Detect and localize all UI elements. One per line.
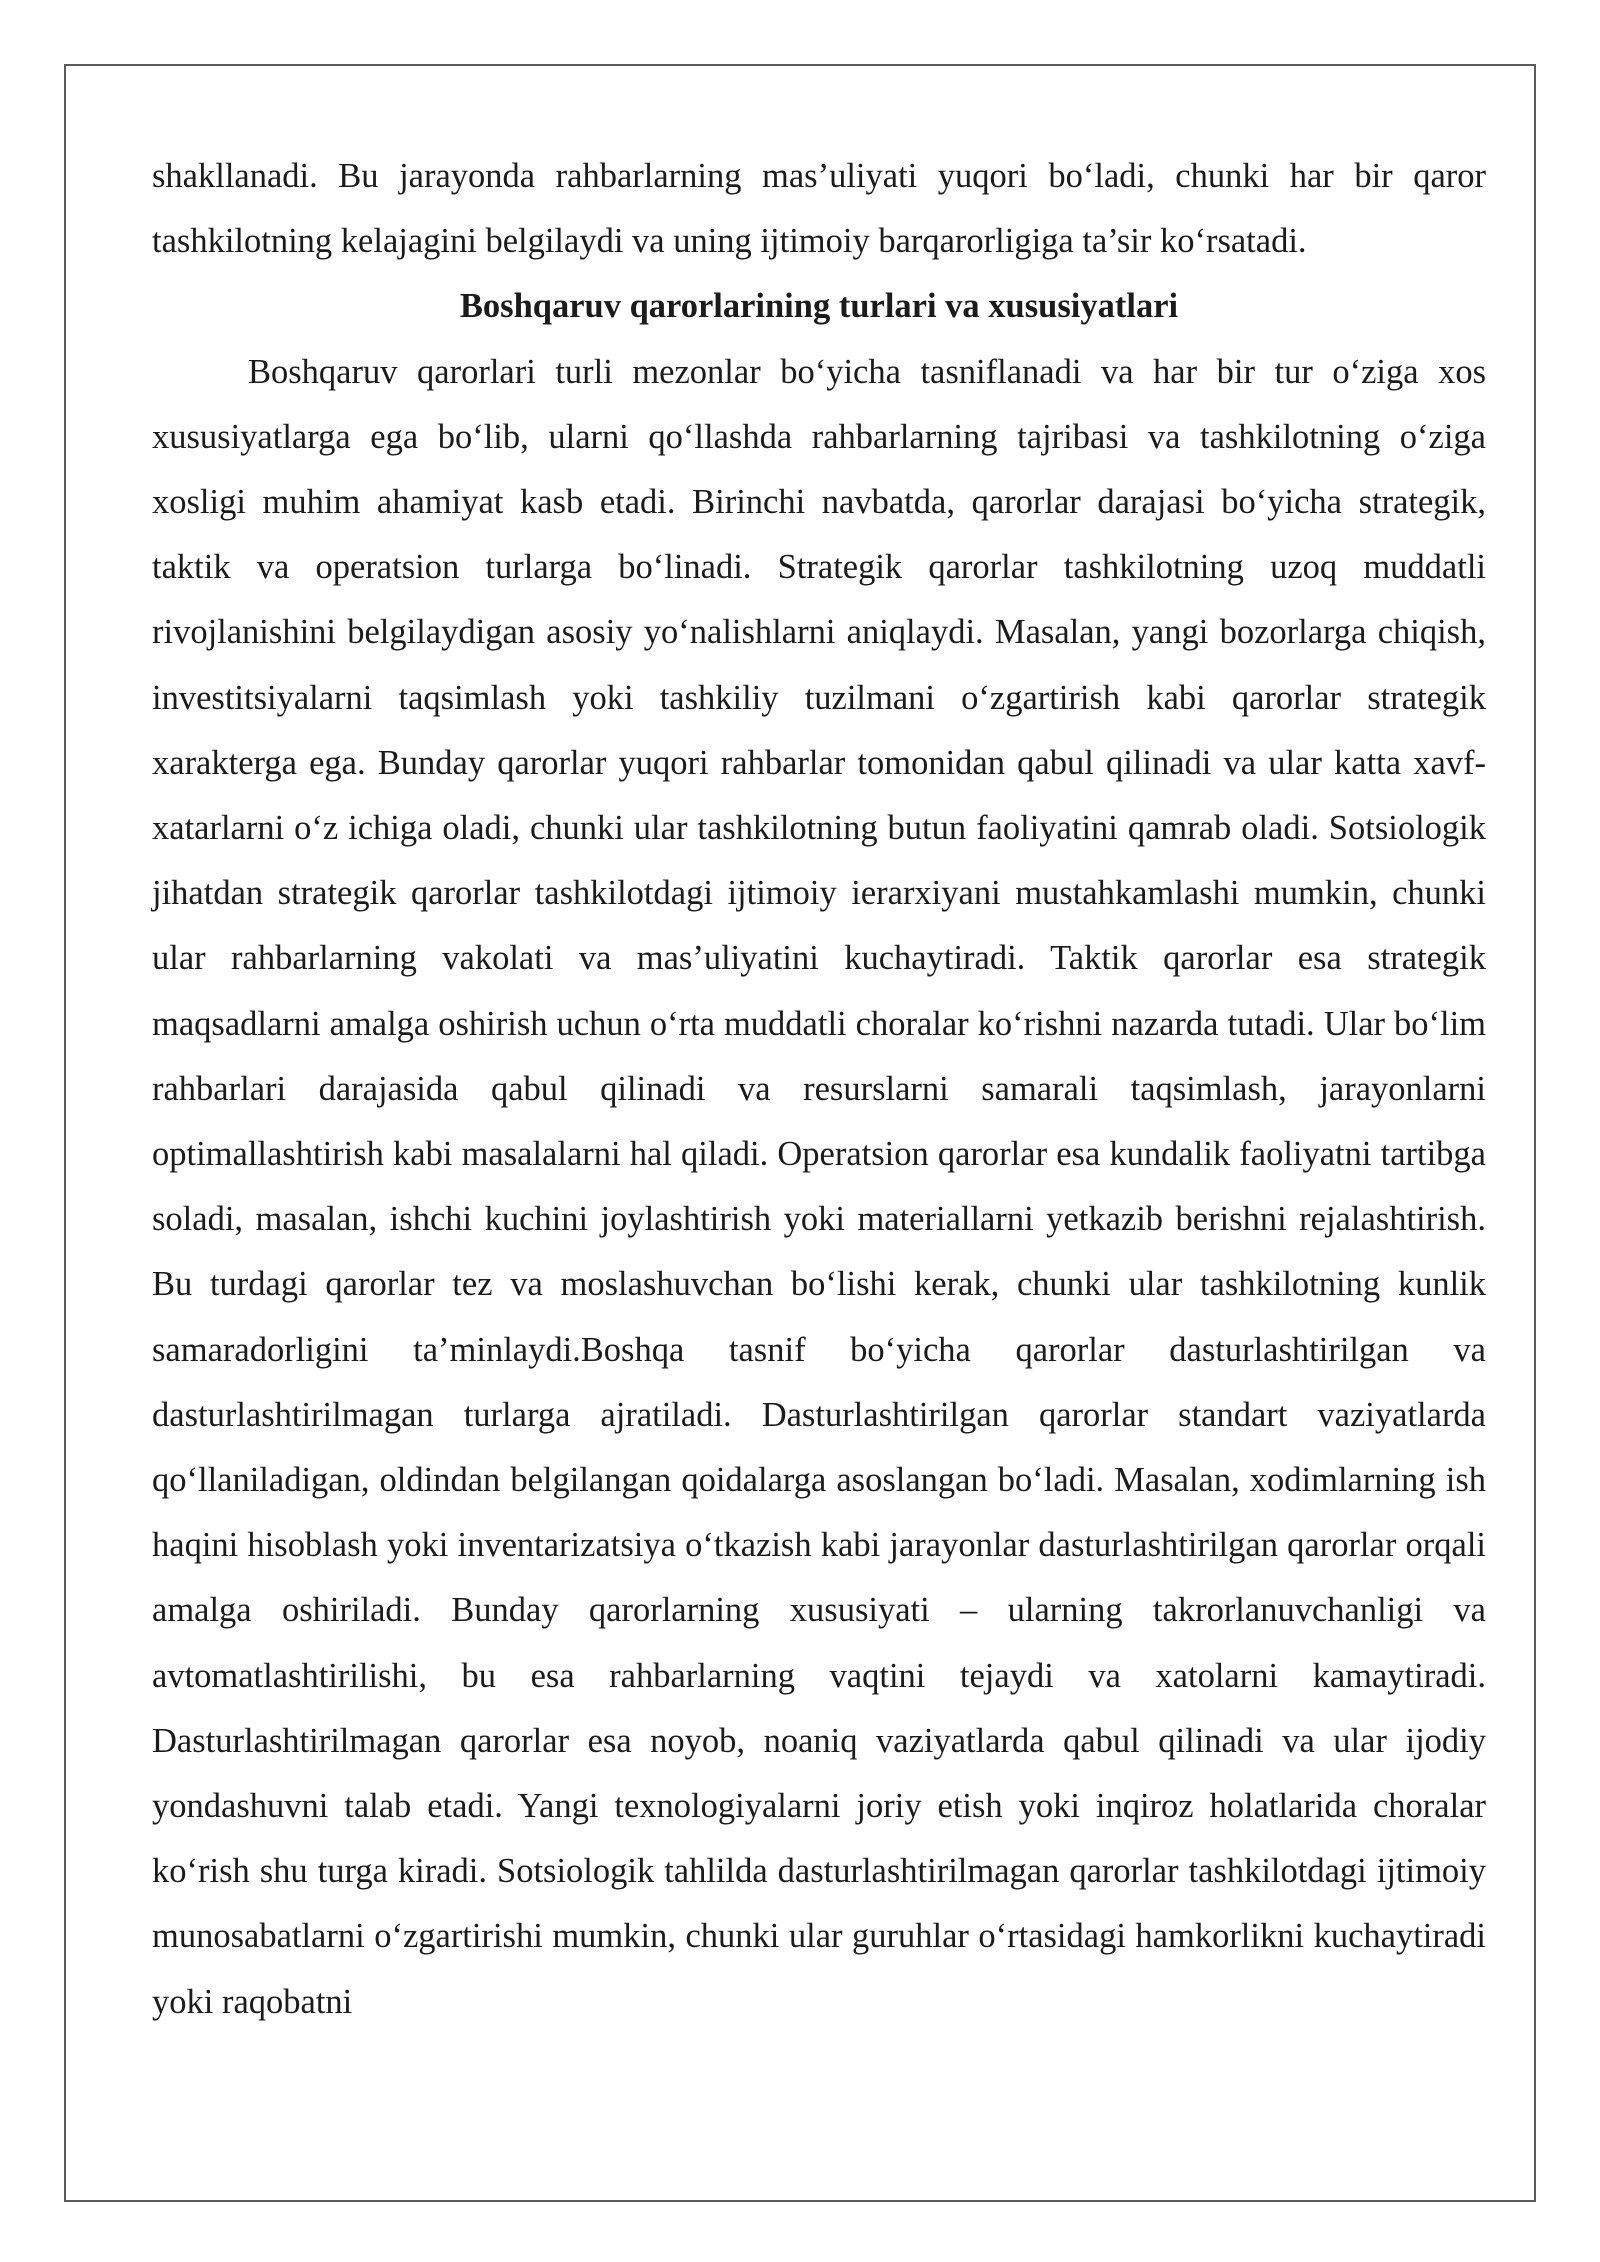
body-paragraph: Boshqaruv qarorlari turli mezonlar bo‘yicha tasniflanadi va har bir tur o‘ziga xos xususiyatlarga ega bo‘lib, ularni qo‘llashda rahbarlarning tajribasi va tashkilotning o‘ziga xosligi muhim ahamiyat kasb etadi. Birinchi navbatda, qarorlar darajasi bo‘yicha strategik, taktik va operatsion turlarga bo‘linadi. Strategik qarorlar tashkilotning uzoq muddatli rivojlanishini belgilaydigan asosiy yo‘nalishlarni aniqlaydi. Masalan, yangi bozorlarga chiqish, investitsiyalarni taqsimlash yoki tashkiliy tuzilmani o‘zgartirish kabi qarorlar strategik xarakterga ega. Bunday qarorlar yuqori rahbarlar tomonidan qabul qilinadi va ular katta xavf-xatarlarni o‘z ichiga oladi, chunki ular tashkilotning butun faoliyatini qamrab oladi. Sotsiologik jihatdan strategik qarorlar tashkilotdagi ijtimoiy ierarxiyani mustahkamlashi mumkin, chunki ular rahbarlarning vakolati va mas’uliyatini kuchaytiradi. Taktik qarorlar esa strategik maqsadlarni amalga oshirish uchun o‘rta muddatli choralar ko‘rishni nazarda tutadi. Ular bo‘lim rahbarlari darajasida qabul qilinadi va resurslarni samarali taqsimlash, jarayonlarni optimallashtirish kabi masalalarni hal qiladi. Operatsion qarorlar esa kundalik faoliyatni tartibga soladi, masalan, ishchi kuchini joylashtirish yoki materiallarni yetkazib berishni rejalashtirish. Bu turdagi qarorlar tez va moslashuvchan bo‘lishi kerak, chunki ular tashkilotning kunlik samaradorligini ta’minlaydi.Boshqa tasnif bo‘yicha qarorlar dasturlashtirilgan va dasturlashtirilmagan turlarga ajratiladi. Dasturlashtirilgan qarorlar standart vaziyatlarda qo‘llaniladigan, oldindan belgilangan qoidalarga asoslangan bo‘ladi. Masalan, xodimlarning ish haqini hisoblash yoki inventarizatsiya o‘tkazish kabi jarayonlar dasturlashtirilgan qarorlar orqali amalga oshiriladi. Bunday qarorlarning xususiyati – ularning takrorlanuvchanligi va avtomatlashtirilishi, bu esa rahbarlarning vaqtini tejaydi va xatolarni kamaytiradi. Dasturlashtirilmagan qarorlar esa noyob, noaniq vaziyatlarda qabul qilinadi va ular ijodiy yondashuvni talab etadi. Yangi texnologiyalarni joriy etish yoki inqiroz holatlarida choralar ko‘rish shu turga kiradi. Sotsiologik tahlilda dasturlashtirilmagan qarorlar tashkilotdagi ijtimoiy munosabatlarni o‘zgartirishi mumkin, chunki ular guruhlar o‘rtasidagi hamkorlikni kuchaytiradi yoki raqobatni xyxy=(152,352,1486,2021)
section-heading: Boshqaruv qarorlarining turlari va xususiyatlari xyxy=(459,287,1179,326)
document-body xyxy=(152,144,1486,2035)
intro-paragraph: shakllanadi. Bu jarayonda rahbarlarning mas’uliyati yuqori bo‘ladi, chunki har bir qaror tashkilotning kelajagini belgilaydi va uning ijtimoiy barqarorligiga ta’sir ko‘rsatadi. xyxy=(152,157,1486,261)
